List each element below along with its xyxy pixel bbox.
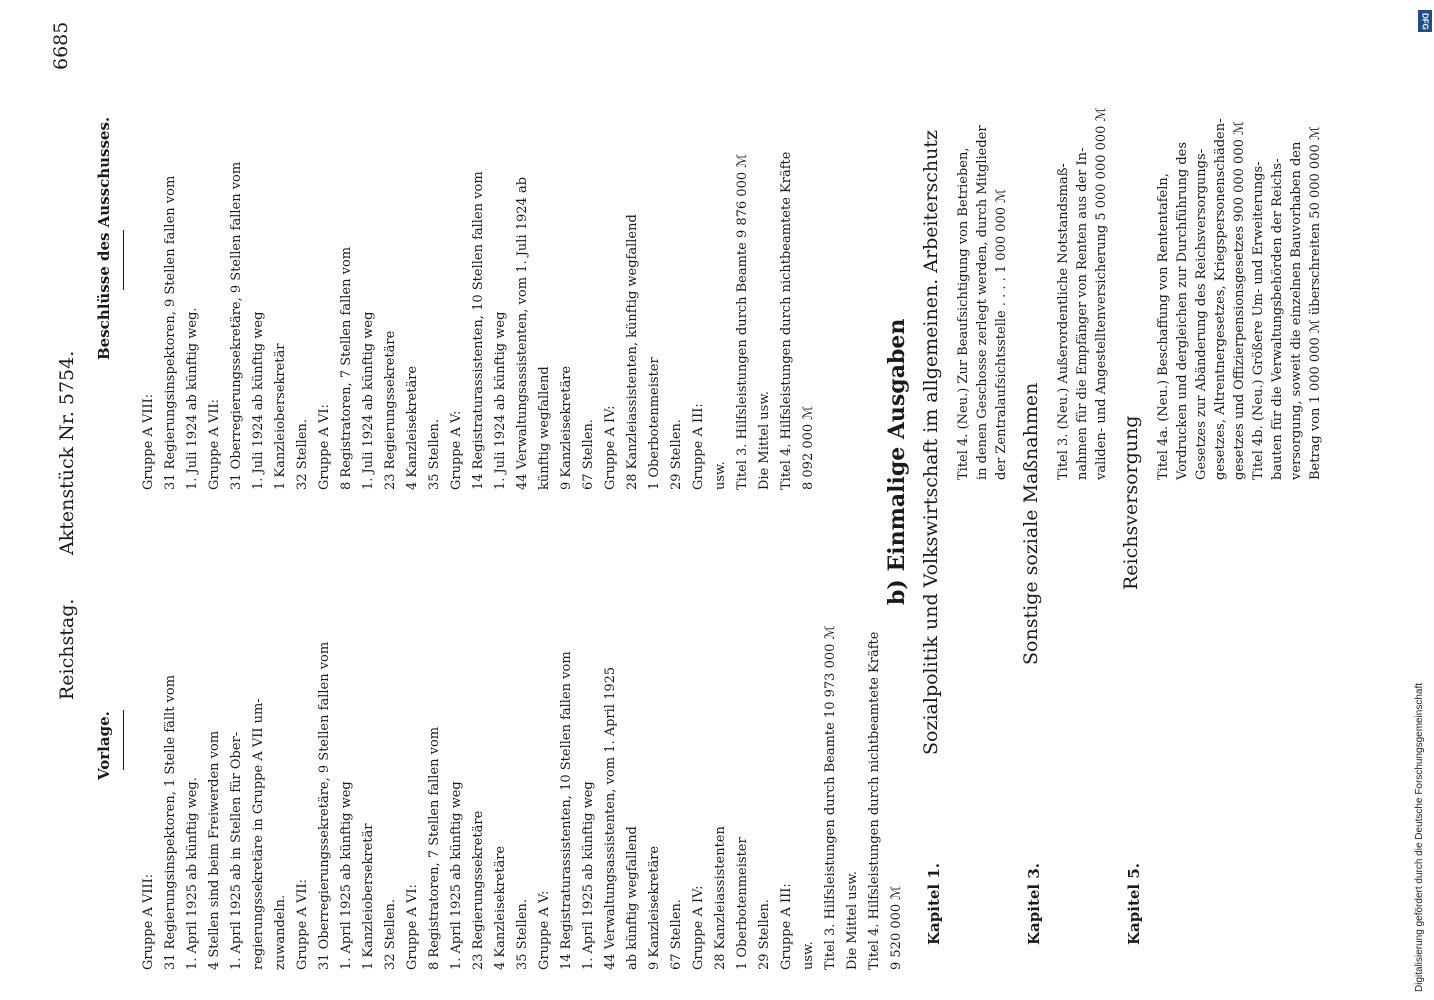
text-line: 35 Stellen. bbox=[515, 898, 530, 970]
header-left: Reichstag. bbox=[56, 598, 78, 700]
text-line: 67 Stellen. bbox=[669, 898, 684, 970]
text-line: Gruppe A VII: bbox=[207, 399, 222, 490]
heading-rule bbox=[123, 710, 124, 770]
text-line: 29 Stellen. bbox=[757, 898, 772, 970]
text-line: 9 Kanzleisekretäre bbox=[559, 365, 574, 490]
text-line: künftig wegfallend bbox=[537, 366, 552, 490]
text-line: 1. Juli 1924 ab künftig weg. bbox=[185, 307, 200, 490]
text-line: usw. bbox=[801, 941, 816, 970]
text-line: 14 Registraturassistenten, 10 Stellen fallen vom bbox=[471, 171, 486, 490]
text-line: 28 Kanzleiassistenten bbox=[713, 826, 728, 970]
text-line: 1 Kanzleiobersekretär bbox=[361, 823, 376, 970]
text-line: 31 Regierungsinspektoren, 9 Stellen fallen vom bbox=[163, 175, 178, 490]
text-line: 1 Oberbotenmeister bbox=[735, 837, 750, 970]
vorlage-heading: Vorlage. bbox=[95, 711, 113, 780]
text-line: Vordrucken und dergleichen zur Durchführung des bbox=[1175, 142, 1190, 480]
text-line: Titel 4b. (Neu.) Größere Um- und Erweiterungs- bbox=[1251, 161, 1266, 480]
heading-rule bbox=[123, 230, 124, 290]
dfg-logo: DFG bbox=[1418, 10, 1432, 32]
text-line: 28 Kanzleiassistenten, künftig wegfallend bbox=[625, 214, 640, 490]
text-line: 1. April 1925 ab künftig weg bbox=[581, 781, 596, 970]
kapitel3-label: Kapitel 3. bbox=[1025, 863, 1043, 945]
text-line: nahmen für die Empfänger von Renten aus der In- bbox=[1075, 147, 1090, 480]
text-line: zuwandeln. bbox=[273, 894, 288, 970]
text-line: 1 Oberbotenmeister bbox=[647, 357, 662, 490]
text-line: Die Mittel usw. bbox=[757, 390, 772, 490]
text-line: 23 Regierungssekretäre bbox=[383, 330, 398, 490]
text-line: der Zentralaufsichtsstelle . . . . 1 000 000 ℳ bbox=[994, 188, 1009, 480]
text-line: 32 Stellen. bbox=[295, 418, 310, 490]
text-line: 8 Registratoren, 7 Stellen fallen vom bbox=[339, 246, 354, 490]
text-line: Titel 3. Hilfsleistungen durch Beamte 10 973 000 ℳ bbox=[823, 625, 838, 970]
digitization-note-text: Digitalisierung gefördert durch die Deutsche Forschungsgemeinschaft bbox=[1414, 682, 1425, 992]
text-line: 4 Kanzleisekretäre bbox=[493, 845, 508, 970]
text-line: 31 Oberregierungssekretäre, 9 Stellen fallen vom bbox=[229, 161, 244, 490]
text-line: regierungssekretäre in Gruppe A VII um- bbox=[251, 698, 266, 970]
text-line: 1. April 1925 ab in Stellen für Ober- bbox=[229, 731, 244, 970]
kapitel5-label: Kapitel 5. bbox=[1125, 863, 1143, 945]
text-line: 44 Verwaltungsassistenten, vom 1. Juli 1924 ab bbox=[515, 176, 530, 490]
text-line: 29 Stellen. bbox=[669, 418, 684, 490]
text-line: Gruppe A VIII: bbox=[141, 393, 156, 490]
text-line: Gruppe A VIII: bbox=[141, 873, 156, 970]
text-line: Titel 3. (Neu.) Außerordentliche Notstandsmaß- bbox=[1056, 163, 1071, 480]
text-line: Gruppe A IV: bbox=[691, 885, 706, 970]
text-line: Betrag von 1 000 000 ℳ überschreiten 50 000 000 ℳ bbox=[1308, 126, 1323, 480]
text-line: Gruppe A VI: bbox=[317, 404, 332, 490]
text-line: 32 Stellen. bbox=[383, 898, 398, 970]
text-line: 4 Stellen sind beim Freiwerden vom bbox=[207, 730, 222, 970]
text-line: 1. Juli 1924 ab künftig weg bbox=[493, 311, 508, 490]
text-line: in denen Geschosse zerlegt werden, durch Mitglieder bbox=[975, 125, 990, 480]
text-line: Gruppe A IV: bbox=[603, 405, 618, 490]
text-line: Titel 4. Hilfsleistungen durch nichtbeamtete Kräfte bbox=[867, 631, 882, 970]
kapitel1-label: Kapitel 1. bbox=[925, 863, 943, 945]
text-line: Die Mittel usw. bbox=[845, 870, 860, 970]
text-line: Gruppe A V: bbox=[537, 890, 552, 970]
text-line: Gruppe A VII: bbox=[295, 879, 310, 970]
einmalige-heading: b) Einmalige Ausgaben bbox=[884, 318, 910, 605]
page-number: 6685 bbox=[50, 21, 72, 70]
text-line: versorgung, soweit die einzelnen Bauvorhaben den bbox=[1289, 141, 1304, 480]
text-line: validen- und Angestelltenversicherung 5 000 000 000 ℳ bbox=[1094, 107, 1109, 480]
text-line: 9 520 000 ℳ bbox=[889, 885, 904, 970]
text-line: Titel 4. Hilfsleistungen durch nichtbeamtete Kräfte bbox=[779, 151, 794, 490]
kapitel5-title: Reichsversorgung bbox=[1120, 415, 1142, 590]
text-line: Gruppe A III: bbox=[691, 403, 706, 490]
text-line: 1. Juli 1924 ab künftig weg bbox=[361, 311, 376, 490]
text-line: 14 Registraturassistenten, 10 Stellen fallen vom bbox=[559, 651, 574, 970]
text-line: gesetzes und Offizierpensionsgesetzes 900 000 000 ℳ bbox=[1232, 121, 1247, 480]
text-line: 31 Regierungsinspektoren, 1 Stelle fällt vom bbox=[163, 674, 178, 970]
text-line: 9 Kanzleisekretäre bbox=[647, 845, 662, 970]
text-line: 8 092 000 ℳ bbox=[801, 405, 816, 490]
kapitel1-title: Sozialpolitik und Volkswirtschaft im allgemeinen. Arbeiterschutz bbox=[920, 129, 942, 755]
text-line: 4 Kanzleisekretäre bbox=[405, 365, 420, 490]
text-line: Gruppe A III: bbox=[779, 883, 794, 970]
text-line: Titel 4. (Neu.) Zur Beaufsichtigung von Betrieben, bbox=[956, 147, 971, 480]
text-line: 1. Juli 1924 ab künftig weg bbox=[251, 311, 266, 490]
text-line: 67 Stellen. bbox=[581, 418, 596, 490]
text-line: Gruppe A V: bbox=[449, 410, 464, 490]
beschluesse-heading: Beschlüsse des Ausschusses. bbox=[95, 116, 113, 360]
text-line: Titel 4a. (Neu.) Beschaffung von Rententafeln, bbox=[1156, 173, 1171, 480]
text-line: 1. April 1925 ab künftig weg bbox=[339, 781, 354, 970]
text-line: 44 Verwaltungsassistenten, vom 1. April 1925 bbox=[603, 666, 618, 970]
text-line: 23 Regierungssekretäre bbox=[471, 810, 486, 970]
kapitel3-title: Sonstige soziale Maßnahmen bbox=[1020, 382, 1042, 665]
text-line: bauten für die Verwaltungsbehörden der Reichs- bbox=[1270, 158, 1285, 480]
text-line: 1 Kanzleiobersekretär bbox=[273, 343, 288, 490]
digitization-note bbox=[1412, 12, 1432, 992]
text-line: 35 Stellen. bbox=[427, 418, 442, 490]
text-line: 1. April 1925 ab künftig weg. bbox=[185, 777, 200, 970]
text-line: gesetzes, Altrentnergesetzes, Kriegspersonenschäden- bbox=[1213, 118, 1228, 480]
header-center: Aktenstück Nr. 5754. bbox=[56, 350, 78, 555]
text-line: Gesetzes zur Abänderung des Reichsversorgungs- bbox=[1194, 148, 1209, 480]
text-line: 31 Oberregierungssekretäre, 9 Stellen fallen vom bbox=[317, 641, 332, 970]
text-line: Gruppe A VI: bbox=[405, 884, 420, 970]
text-line: Titel 3. Hilfsleistungen durch Beamte 9 876 000 ℳ bbox=[735, 153, 750, 490]
text-line: usw. bbox=[713, 461, 728, 490]
text-line: 8 Registratoren, 7 Stellen fallen vom bbox=[427, 726, 442, 970]
text-line: ab künftig wegfallend bbox=[625, 826, 640, 970]
text-line: 1. April 1925 ab künftig weg bbox=[449, 781, 464, 970]
